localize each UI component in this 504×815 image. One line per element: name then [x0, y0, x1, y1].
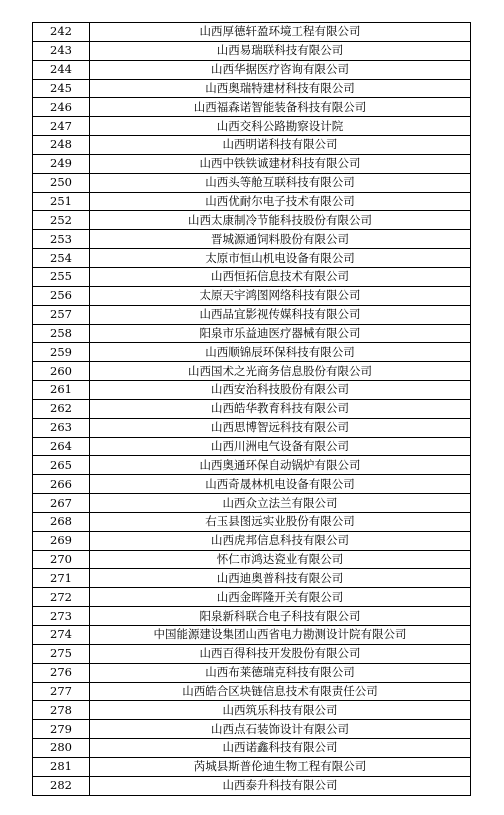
row-number-cell: 268: [33, 512, 90, 531]
company-name-cell: 山西明诺科技有限公司: [90, 136, 471, 155]
company-name-cell: 山西筑乐科技有限公司: [90, 701, 471, 720]
company-name-cell: 中国能源建设集团山西省电力勘测设计院有限公司: [90, 626, 471, 645]
table-row: [33, 607, 471, 626]
table-row: [33, 79, 471, 98]
table-row: [33, 381, 471, 400]
document-sheet: [32, 22, 470, 796]
row-number-cell: 266: [33, 475, 90, 494]
row-number-cell: 267: [33, 494, 90, 513]
table-row: [33, 60, 471, 79]
company-name-cell: 山西皓华教育科技有限公司: [90, 399, 471, 418]
company-list-table: [32, 22, 471, 796]
table-row: [33, 550, 471, 569]
company-name-cell: 山西交科公路勘察设计院: [90, 117, 471, 136]
company-name-cell: 山西金晖隆开关有限公司: [90, 588, 471, 607]
company-name-cell: 山西布莱德瑞克科技有限公司: [90, 663, 471, 682]
company-name-cell: 山西华据医疗咨询有限公司: [90, 60, 471, 79]
row-number-cell: 250: [33, 173, 90, 192]
company-name-cell: 怀仁市鸿达瓷业有限公司: [90, 550, 471, 569]
row-number-cell: 280: [33, 739, 90, 758]
table-row: [33, 682, 471, 701]
company-name-cell: 山西众立法兰有限公司: [90, 494, 471, 513]
company-name-cell: 山西川洲电气设备有限公司: [90, 437, 471, 456]
company-name-cell: 阳泉新科联合电子科技有限公司: [90, 607, 471, 626]
table-row: [33, 211, 471, 230]
row-number-cell: 264: [33, 437, 90, 456]
table-row: [33, 701, 471, 720]
row-number-cell: 258: [33, 324, 90, 343]
row-number-cell: 270: [33, 550, 90, 569]
table-row: [33, 626, 471, 645]
row-number-cell: 277: [33, 682, 90, 701]
table-row: [33, 569, 471, 588]
table-row: [33, 739, 471, 758]
table-row: [33, 154, 471, 173]
row-number-cell: 263: [33, 418, 90, 437]
table-row: [33, 418, 471, 437]
row-number-cell: 272: [33, 588, 90, 607]
company-name-cell: 山西百得科技开发股份有限公司: [90, 644, 471, 663]
table-row: [33, 644, 471, 663]
company-name-cell: 山西易瑞联科技有限公司: [90, 41, 471, 60]
row-number-cell: 251: [33, 192, 90, 211]
company-name-cell: 山西迪奥普科技有限公司: [90, 569, 471, 588]
company-name-cell: 阳泉市乐益迪医疗器械有限公司: [90, 324, 471, 343]
table-row: [33, 456, 471, 475]
row-number-cell: 248: [33, 136, 90, 155]
row-number-cell: 282: [33, 776, 90, 795]
table-row: [33, 324, 471, 343]
row-number-cell: 260: [33, 362, 90, 381]
table-row: [33, 286, 471, 305]
company-name-cell: 太原天宇鸿图网络科技有限公司: [90, 286, 471, 305]
row-number-cell: 244: [33, 60, 90, 79]
company-name-cell: 山西太康制冷节能科技股份有限公司: [90, 211, 471, 230]
table-row: [33, 531, 471, 550]
row-number-cell: 259: [33, 343, 90, 362]
table-row: [33, 267, 471, 286]
company-name-cell: 山西国术之光商务信息股份有限公司: [90, 362, 471, 381]
company-name-cell: 山西品宜影视传媒科技有限公司: [90, 305, 471, 324]
company-name-cell: 右玉县图远实业股份有限公司: [90, 512, 471, 531]
table-row: [33, 305, 471, 324]
row-number-cell: 252: [33, 211, 90, 230]
row-number-cell: 243: [33, 41, 90, 60]
row-number-cell: 274: [33, 626, 90, 645]
company-list-body: [33, 23, 471, 796]
company-name-cell: 山西奇晟林机电设备有限公司: [90, 475, 471, 494]
row-number-cell: 276: [33, 663, 90, 682]
table-row: [33, 720, 471, 739]
table-row: [33, 23, 471, 42]
company-name-cell: 山西点石装饰设计有限公司: [90, 720, 471, 739]
row-number-cell: 242: [33, 23, 90, 42]
row-number-cell: 261: [33, 381, 90, 400]
row-number-cell: 265: [33, 456, 90, 475]
company-name-cell: 山西顺锦辰环保科技有限公司: [90, 343, 471, 362]
table-row: [33, 249, 471, 268]
row-number-cell: 245: [33, 79, 90, 98]
row-number-cell: 256: [33, 286, 90, 305]
table-row: [33, 136, 471, 155]
row-number-cell: 262: [33, 399, 90, 418]
table-row: [33, 41, 471, 60]
table-row: [33, 757, 471, 776]
table-row: [33, 437, 471, 456]
row-number-cell: 247: [33, 117, 90, 136]
row-number-cell: 246: [33, 98, 90, 117]
company-name-cell: 山西诺鑫科技有限公司: [90, 739, 471, 758]
company-name-cell: 山西皓合区块链信息技术有限责任公司: [90, 682, 471, 701]
row-number-cell: 253: [33, 230, 90, 249]
company-name-cell: 山西优耐尔电子技术有限公司: [90, 192, 471, 211]
row-number-cell: 281: [33, 757, 90, 776]
table-row: [33, 230, 471, 249]
row-number-cell: 279: [33, 720, 90, 739]
table-row: [33, 343, 471, 362]
table-row: [33, 475, 471, 494]
table-row: [33, 362, 471, 381]
table-row: [33, 776, 471, 795]
company-name-cell: 山西奥通环保自动锅炉有限公司: [90, 456, 471, 475]
table-row: [33, 663, 471, 682]
table-row: [33, 494, 471, 513]
company-name-cell: 山西思博智远科技有限公司: [90, 418, 471, 437]
company-name-cell: 山西泰升科技有限公司: [90, 776, 471, 795]
row-number-cell: 275: [33, 644, 90, 663]
company-name-cell: 芮城县斯普伦迪生物工程有限公司: [90, 757, 471, 776]
row-number-cell: 257: [33, 305, 90, 324]
company-name-cell: 晋城源通饲料股份有限公司: [90, 230, 471, 249]
table-row: [33, 98, 471, 117]
row-number-cell: 271: [33, 569, 90, 588]
company-name-cell: 山西厚德轩盈环境工程有限公司: [90, 23, 471, 42]
table-row: [33, 588, 471, 607]
row-number-cell: 249: [33, 154, 90, 173]
company-name-cell: 太原市恒山机电设备有限公司: [90, 249, 471, 268]
company-name-cell: 山西虎邦信息科技有限公司: [90, 531, 471, 550]
company-name-cell: 山西中铁铁诚建材科技有限公司: [90, 154, 471, 173]
table-row: [33, 399, 471, 418]
table-row: [33, 512, 471, 531]
row-number-cell: 254: [33, 249, 90, 268]
company-name-cell: 山西奥瑞特建材科技有限公司: [90, 79, 471, 98]
company-name-cell: 山西福森诺智能装备科技有限公司: [90, 98, 471, 117]
table-row: [33, 117, 471, 136]
company-name-cell: 山西恒拓信息技术有限公司: [90, 267, 471, 286]
row-number-cell: 278: [33, 701, 90, 720]
company-name-cell: 山西头等舱互联科技有限公司: [90, 173, 471, 192]
company-name-cell: 山西安治科技股份有限公司: [90, 381, 471, 400]
table-row: [33, 192, 471, 211]
table-row: [33, 173, 471, 192]
row-number-cell: 269: [33, 531, 90, 550]
row-number-cell: 255: [33, 267, 90, 286]
row-number-cell: 273: [33, 607, 90, 626]
